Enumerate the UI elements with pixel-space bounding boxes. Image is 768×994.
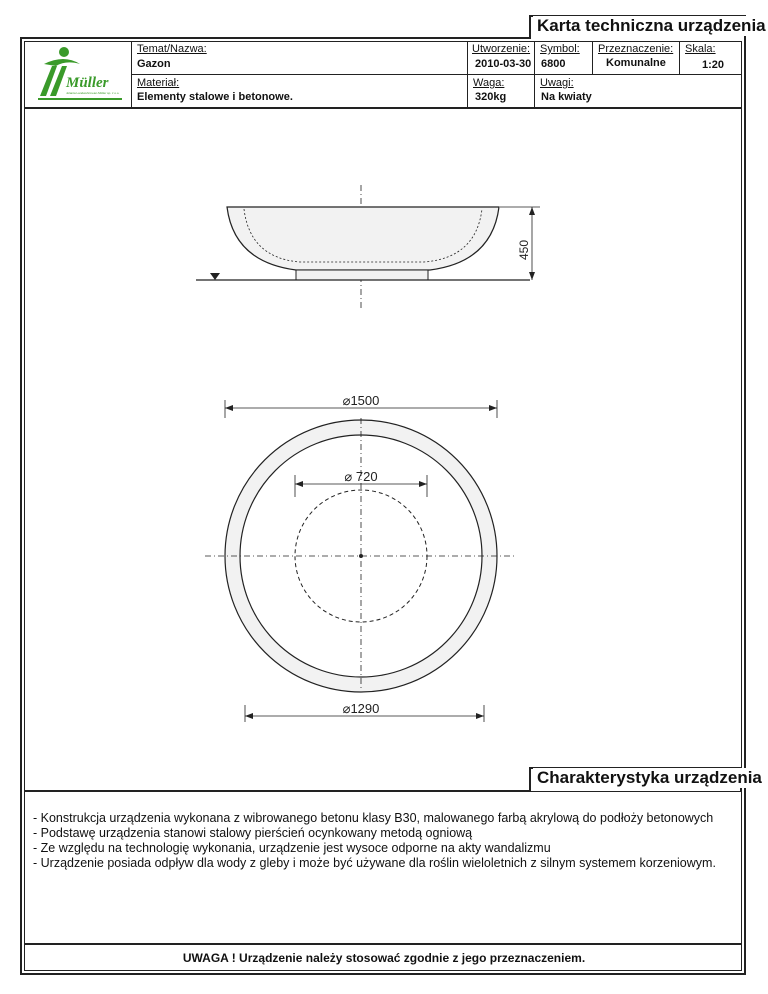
characteristic-line-4: - Urządzenie posiada odpływ dla wody z gleby i może być używane dla roślin wieloletnich z silnym systemem korzeniowym. <box>33 856 716 870</box>
side-view <box>196 185 540 310</box>
warning-divider <box>24 943 742 945</box>
height-arrow-top <box>529 207 535 215</box>
scale-label: Skala: <box>685 43 716 55</box>
material-value: Elementy stalowe i betonowe. <box>137 91 293 103</box>
outer-diameter-label: ⌀1500 <box>342 393 380 408</box>
material-label: Materiał: <box>137 77 180 89</box>
characteristic-line-1: - Konstrukcja urządzenia wykonana z wibrowanego betonu klasy B30, malowanego farbą akrylową do podłoży betonowych <box>33 811 714 825</box>
inner-diameter-label: ⌀ 720 <box>344 469 378 484</box>
card-title: Karta techniczna urządzenia <box>533 16 768 36</box>
name-value: Gazon <box>137 58 171 70</box>
characteristic-line-2: - Podstawę urządzenia stanowi stalowy pierścień ocynkowany metodą ogniową <box>33 826 473 840</box>
weight-label: Waga: <box>473 77 505 89</box>
characteristics-title: Charakterystyka urządzenia <box>533 768 766 788</box>
planter-body-side <box>227 207 499 270</box>
ground-level-marker <box>210 273 220 280</box>
base-diameter-label: ⌀1290 <box>342 701 380 716</box>
name-label: Temat/Nazwa: <box>137 43 207 55</box>
purpose-label: Przeznaczenie: <box>598 43 674 55</box>
top-view <box>205 400 517 722</box>
weight-value: 320kg <box>475 91 507 103</box>
base-ring-side <box>296 270 428 280</box>
center-point <box>359 554 363 558</box>
height-dimension-label: 450 <box>517 239 531 261</box>
symbol-value: 6800 <box>541 58 566 70</box>
warning-text: UWAGA ! Urządzenie należy stosować zgodnie z jego przeznaczeniem. <box>182 951 586 965</box>
created-label: Utworzenie: <box>472 43 531 55</box>
notes-value: Na kwiaty <box>541 91 592 103</box>
outer-dim-arrow-left <box>225 405 233 411</box>
characteristic-line-3: - Ze względu na technologię wykonania, urządzenie jest wysoce odporne na akty wandalizmu <box>33 841 551 855</box>
created-value: 2010-03-30 <box>475 58 532 70</box>
outer-dim-arrow-right <box>489 405 497 411</box>
notes-label: Uwagi: <box>540 77 574 89</box>
base-dim-arrow-right <box>476 713 484 719</box>
purpose-value: Komunalne <box>606 57 666 69</box>
height-arrow-bottom <box>529 272 535 280</box>
scale-value: 1:20 <box>702 59 725 71</box>
base-dim-arrow-left <box>245 713 253 719</box>
logo-tagline: Jolanta Landwehrmeier-Müller sp. z o.o. <box>66 91 120 95</box>
symbol-label: Symbol: <box>540 43 580 55</box>
logo-brand: Müller <box>66 75 109 91</box>
